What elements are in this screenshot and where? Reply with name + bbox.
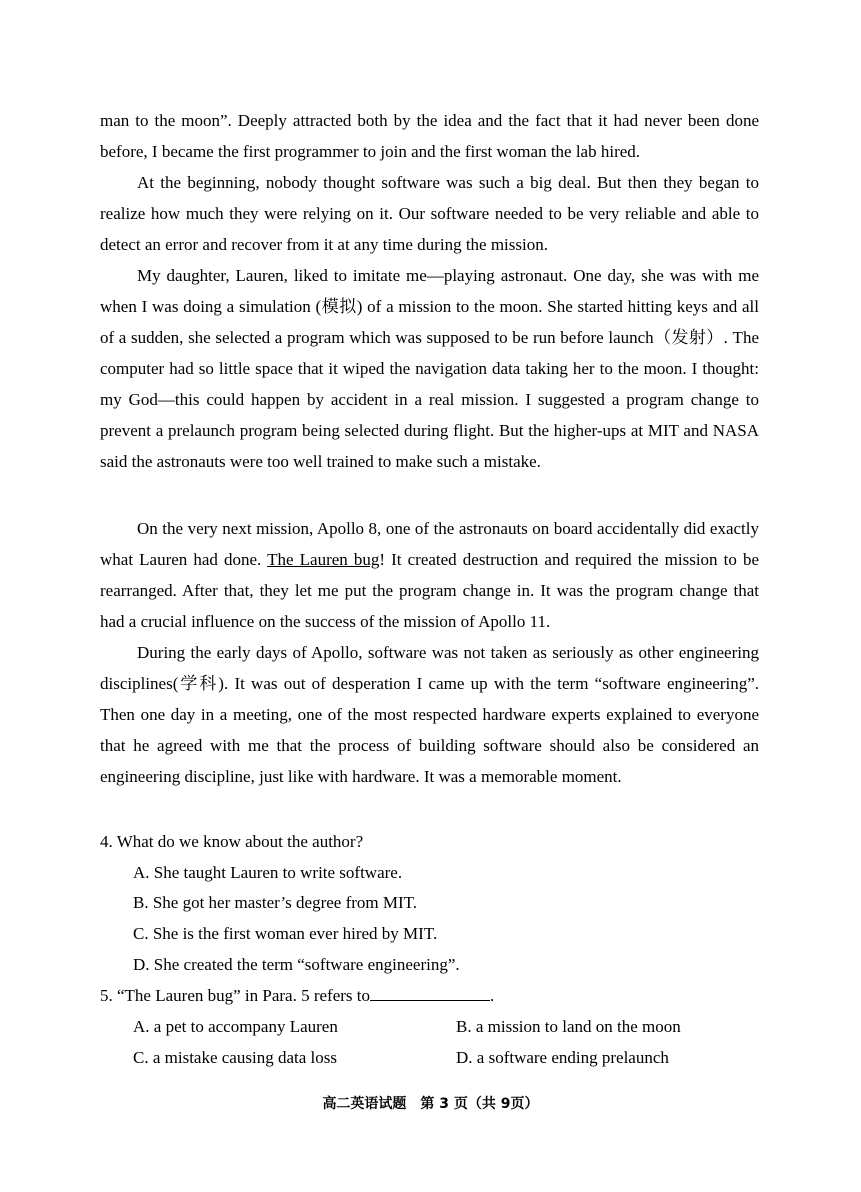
question-5-option-a: A. a pet to accompany Lauren [133,1017,338,1036]
paragraph-5: During the early days of Apollo, software was not taken as seriously as other engineering disciplines(学科). It was out of desperation I came up with the term “software engineering”. Then one day in a meeting, one of the most respected hardware experts explained to everyone that he agreed with me that the process of building software should also be considered an engineering discipline, just like with hardware. It was a memorable moment. [100,643,759,786]
question-5-stem-text: 5. “The Lauren bug” in Para. 5 refers to [100,986,370,1005]
paragraph-4-text-end: ! It created destruction and required the mission to be rearranged. After that, they let me put the program change in. It was the program change that had a crucial influence on the success of the mission of Apollo 11. [100,550,759,631]
paragraph-3: My daughter, Lauren, liked to imitate me—playing astronaut. One day, she was with me when I was doing a simulation (模拟) of a mission to the moon. She started hitting keys and all of a sudden, she selected a program which was supposed to be run before launch（发射）. The computer had so little space that it wiped the navigation data taking her to the moon. I thought: my God—this could happen by accident in a real mission. I suggested a program change to prevent a prelaunch program being selected during flight. But the higher-ups at MIT and NASA said the astronauts were too well trained to make such a mistake. [100,266,759,471]
question-4-stem: 4. What do we know about the author? [100,832,364,851]
question-4-option-a: A. She taught Lauren to write software. [133,863,403,882]
question-5-stem-end: . [490,986,495,1005]
question-5-option-d: D. a software ending prelaunch [456,1048,669,1067]
paragraph-4-text-start: On the very next mission, Apollo 8, one of the astronauts on board accidentally did exactly what Lauren had done. [100,519,759,569]
question-4-option-b: B. She got her master’s degree from MIT. [133,893,418,912]
page-footer: 高二英语试题 第 3 页（共 9页） [322,1096,539,1112]
paragraph-2: At the beginning, nobody thought software was such a big deal. But then they began to realize how much they were relying on it. Our software needed to be very reliable and able to detect an error and recover from it at any time during the mission. [100,173,759,254]
question-4-option-d: D. She created the term “software engineering”. [133,955,460,974]
paragraph-4 [100,513,759,637]
question-5-option-c: C. a mistake causing data loss [133,1048,337,1067]
lauren-bug-underlined-phrase: The Lauren bug [267,550,380,569]
question-4-option-c: C. She is the first woman ever hired by MIT. [133,924,438,943]
paragraph-1: man to the moon”. Deeply attracted both by the idea and the fact that it had never been done before, I became the first programmer to join and the first woman the lab hired. [100,111,759,161]
question-5-stem [100,980,494,1011]
answer-blank [370,984,490,1001]
question-5-option-b: B. a mission to land on the moon [456,1017,681,1036]
